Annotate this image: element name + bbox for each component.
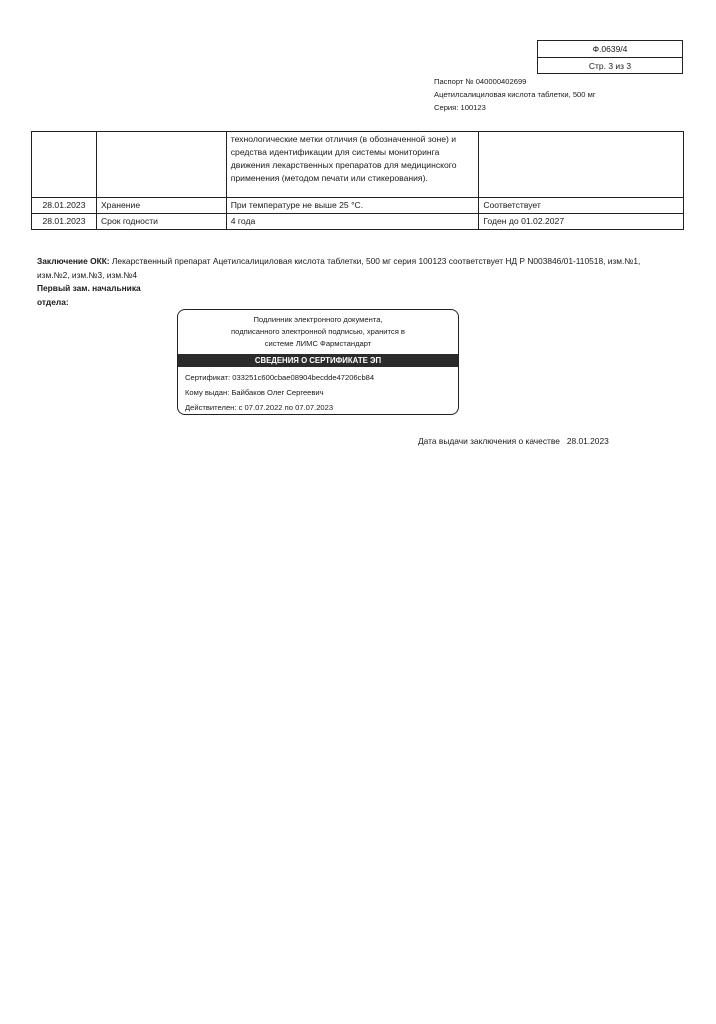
certificate-row: Сертификат: 033251c600cbae08904becdde47206cb84 bbox=[185, 373, 375, 382]
form-code-box bbox=[537, 40, 683, 74]
conclusion-body: Лекарственный препарат Ацетилсалициловая кислота таблетки, 500 мг серия 100123 соответствует НД Р N003846/01-110518, изм.№1, изм.№2, изм.№3, изм.№4 bbox=[37, 256, 641, 280]
cell-date bbox=[32, 132, 97, 198]
cell-date: 28.01.2023 bbox=[32, 198, 97, 214]
cell-name bbox=[96, 132, 226, 198]
signature-header bbox=[178, 310, 458, 350]
form-code: Ф.0639/4 bbox=[538, 41, 682, 58]
certificate-info-title: СВЕДЕНИЯ О СЕРТИФИКАТЕ ЭП bbox=[178, 354, 458, 367]
table-row bbox=[32, 132, 684, 198]
issue-date-line bbox=[418, 436, 609, 446]
issued-to-value: Байбаков Олег Сергеевич bbox=[231, 388, 324, 397]
conclusion-text bbox=[37, 255, 657, 282]
cell-name: Хранение bbox=[96, 198, 226, 214]
validity-value: с 07.07.2022 по 07.07.2023 bbox=[238, 403, 334, 412]
cell-requirement: 4 года bbox=[226, 214, 479, 230]
page-number: Стр. 3 из 3 bbox=[588, 61, 632, 71]
signer-title-line1: Первый зам. начальника bbox=[37, 283, 141, 293]
cell-result: Соответствует bbox=[479, 198, 684, 214]
table-row bbox=[32, 214, 684, 230]
cell-requirement: технологические метки отличия (в обозначенной зоне) и средства идентификации для системы мониторинга движения лекарственных препаратов для медицинского применения (методом печати или стикерования). bbox=[226, 132, 479, 198]
signature-header-line: системе ЛИМС Фармстандарт bbox=[264, 339, 372, 348]
passport-series: Серия: 100123 bbox=[434, 103, 486, 112]
signer-title-line2: отдела: bbox=[37, 296, 69, 307]
cell-result: Годен до 01.02.2027 bbox=[479, 214, 684, 230]
certificate-value: 033251c600cbae08904becdde47206cb84 bbox=[232, 373, 375, 382]
validity-row: Действителен: с 07.07.2022 по 07.07.2023 bbox=[185, 403, 334, 412]
cell-name: Срок годности bbox=[96, 214, 226, 230]
signature-header-line: подписанного электронной подписью, хранится в bbox=[231, 327, 405, 336]
table-row bbox=[32, 198, 684, 214]
issue-date-value: 28.01.2023 bbox=[566, 436, 609, 446]
cell-result bbox=[479, 132, 684, 198]
electronic-signature-stamp bbox=[177, 309, 459, 415]
cell-date: 28.01.2023 bbox=[32, 214, 97, 230]
passport-product: Ацетилсалициловая кислота таблетки, 500 мг bbox=[434, 90, 596, 99]
issued-to-row: Кому выдан: Байбаков Олег Сергеевич bbox=[185, 388, 324, 397]
passport-info bbox=[434, 75, 596, 114]
issue-date-label: Дата выдачи заключения о качестве bbox=[418, 436, 560, 446]
conclusion-label: Заключение ОКК: bbox=[37, 256, 110, 266]
test-results-table bbox=[31, 131, 684, 230]
signature-header-line: Подлинник электронного документа, bbox=[253, 315, 383, 324]
passport-number: Паспорт № 040000402699 bbox=[434, 77, 527, 86]
cell-requirement: При температуре не выше 25 °С. bbox=[226, 198, 479, 214]
conclusion-block bbox=[37, 255, 657, 309]
